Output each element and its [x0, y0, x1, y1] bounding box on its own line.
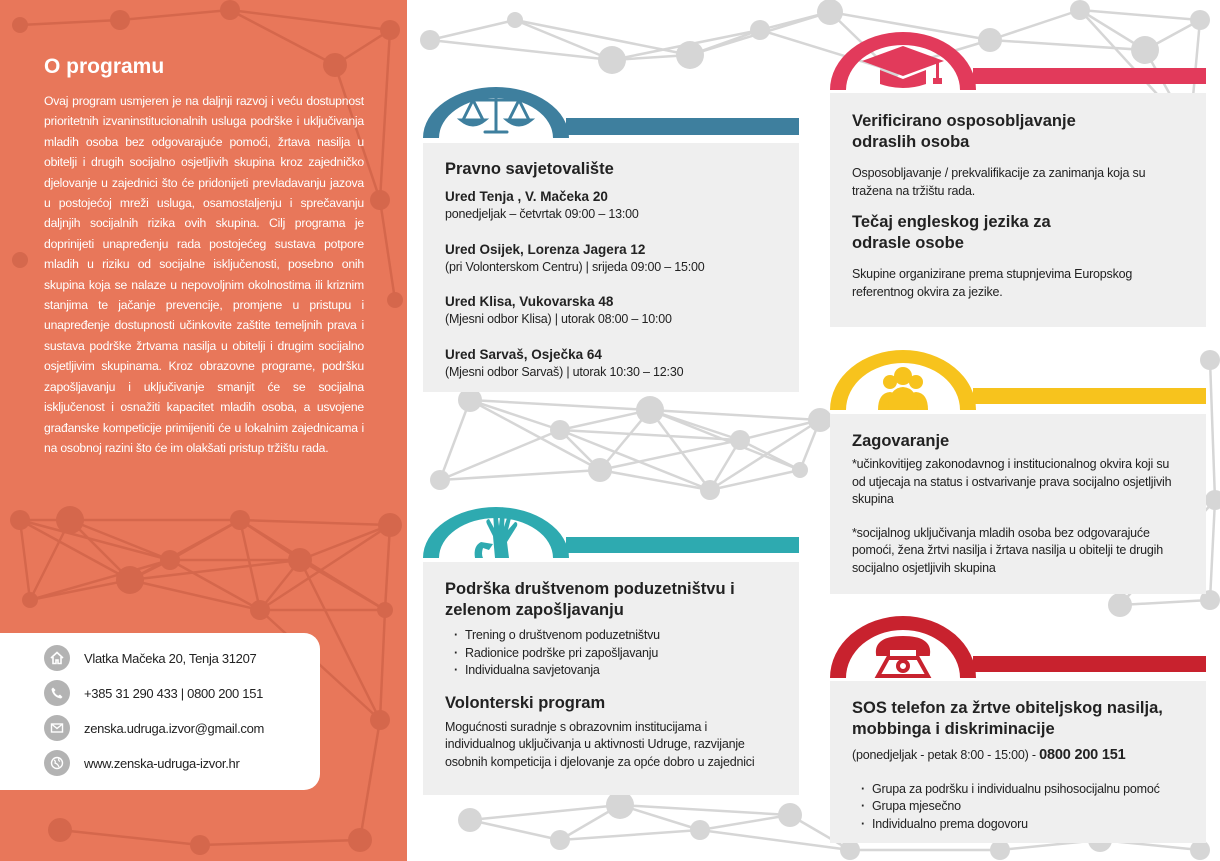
- contact-web: [44, 750, 240, 776]
- office-3: [445, 346, 777, 382]
- contact-address: [44, 645, 256, 671]
- volunteer-text: Mogućnosti suradnje s obrazovnim institucijama i individualnog uključivanja u aktivnosti Udruge, razvijanje osobnih kompeticija i djelovanje za opće dobro u zajednici: [445, 719, 755, 769]
- office-0: [445, 188, 777, 224]
- english-text: Skupine organizirane prema stupnjevima Europskog referentnog okvira za jezike.: [852, 267, 1133, 299]
- training-card: [830, 93, 1206, 327]
- sos-header: [830, 604, 1206, 680]
- about-text: Ovaj program usmjeren je na daljnji razvoj i veću dostupnost prioritetnih izvaninstitucionalnih usluga podrške i uključivanja mladih osoba bez odgovarajuće pomoći, žrtava nasilja u obitelji i drugih socijalno osjetljivih skupina kroz zajedničko djelovanje u zajednici što će pridonijeti prevladavanju jazova u postojećoj mreži usluga, osamostaljenju i sprečavanju daljnjih socijalnih rizika ovih skupina. Cilj programa je doprinijeti unapređenju rada postojećeg sustava potpore mladih u riziku od socijalne isključenosti, posebno onih skupina koja se nalaze u nepovoljnim okolnostima ili kriznim stanjima te jačanje prevencije, promjene u pristupu i unapređenje dostupnosti učinkovite zaštite temeljnih prava i sustava podrške žrtvama nasilja u obitelji i drugim socijalno osjetljivim skupinama. Kroz obrazovne programe, podršku zapošljavanju i uključivanje smanjit će se socijalna isključenost i osnažiti kapacitet mladih osoba, a usvojene građanske kompeticije primijeniti će u lokalnim zajednicama i na osobnoj razini što će im olakšati pristup tržištu rada.: [44, 94, 364, 455]
- home-icon: [44, 645, 70, 671]
- advocacy-card: [830, 414, 1206, 594]
- about-panel: [0, 0, 407, 861]
- advocacy-header: [830, 338, 1206, 412]
- office-1: [445, 241, 777, 277]
- list-item: · Individualna savjetovanja: [451, 662, 777, 680]
- about-title: O programu: [44, 55, 165, 78]
- legal-title: Pravno savjetovalište: [445, 160, 614, 178]
- contact-box: [0, 633, 320, 790]
- training-text: Osposobljavanje / prekvalifikacije za zanimanja koja su tražena na tržištu rada.: [852, 166, 1146, 198]
- office-detail: (pri Volonterskom Centru) | srijeda 09:00 – 15:00: [445, 259, 705, 274]
- english-title: Tečaj engleskog jezika za odrasle osobe: [852, 213, 1051, 252]
- office-detail: (Mjesni odbor Klisa) | utorak 08:00 – 10:00: [445, 312, 672, 326]
- support-list: [451, 627, 777, 680]
- legal-header: [423, 80, 799, 140]
- sos-hours: (ponedjeljak - petak 8:00 - 15:00) -: [852, 748, 1036, 762]
- people-icon: [878, 367, 928, 410]
- sos-number[interactable]: 0800 200 151: [1039, 747, 1126, 763]
- globe-icon: [44, 750, 70, 776]
- advocacy-p2: *socijalnog uključivanja mladih osoba bez odgovarajuće pomoći, žena žrtvi nasilja i žrtava nasilja u obitelji te drugih socijalno osjetljivih skupina: [852, 525, 1163, 575]
- training-title: Verificirano osposobljavanje odraslih osoba: [852, 112, 1076, 151]
- address-text: Vlatka Mačeka 20, Tenja 31207: [84, 650, 257, 666]
- contact-email: [44, 715, 264, 741]
- volunteer-title: Volonterski program: [445, 693, 606, 712]
- list-item: · Grupa mjesečno: [858, 798, 1184, 816]
- mail-icon: [44, 715, 70, 741]
- training-header: [830, 20, 1206, 92]
- graduation-cap-icon: [862, 46, 944, 88]
- email-link[interactable]: zenska.udruga.izvor@gmail.com: [84, 720, 265, 736]
- advocacy-p1: *učinkovitijeg zakonodavnog i institucionalnog okvira koji su od utjecaja na status i ostvarivanje prava socijalno osjetljivih skupina: [852, 457, 1172, 506]
- sos-title: SOS telefon za žrtve obiteljskog nasilja, mobbinga i diskriminacije: [852, 699, 1163, 738]
- office-name: Ured Sarvaš, Osječka 64: [445, 346, 602, 362]
- office-name: Ured Klisa, Vukovarska 48: [445, 294, 614, 309]
- contact-phone: [44, 680, 263, 706]
- support-header: [423, 500, 799, 560]
- website-link[interactable]: www.zenska-udruga-izvor.hr: [84, 755, 240, 771]
- list-item: · Individualno prema dogovoru: [858, 816, 1184, 834]
- office-detail: (Mjesni odbor Sarvaš) | utorak 10:30 – 12:30: [445, 364, 684, 379]
- office-detail: ponedjeljak – četvrtak 09:00 – 13:00: [445, 207, 639, 221]
- sos-card: [830, 681, 1206, 843]
- list-item: · Grupa za podršku i individualnu psihosocijalnu pomoć: [858, 781, 1184, 799]
- sos-hours-line: [852, 747, 1184, 765]
- office-name: Ured Tenja , V. Mačeka 20: [445, 189, 608, 204]
- telephone-icon: [878, 638, 928, 676]
- phone-text[interactable]: +385 31 290 433 | 0800 200 151: [84, 685, 264, 701]
- phone-icon: [44, 680, 70, 706]
- advocacy-title: Zagovaranje: [852, 432, 950, 450]
- list-item: · Radionice podrške pri zapošljavanju: [451, 645, 777, 663]
- list-item: · Trening o društvenom poduzetništvu: [451, 627, 777, 645]
- sos-list: [858, 781, 1184, 834]
- legal-card: [423, 143, 799, 392]
- office-2: [445, 293, 777, 329]
- office-name: Ured Osijek, Lorenza Jagera 12: [445, 241, 646, 257]
- support-card: [423, 562, 799, 795]
- support-title: Podrška društvenom poduzetništvu i zelenom zapošljavanju: [445, 580, 735, 619]
